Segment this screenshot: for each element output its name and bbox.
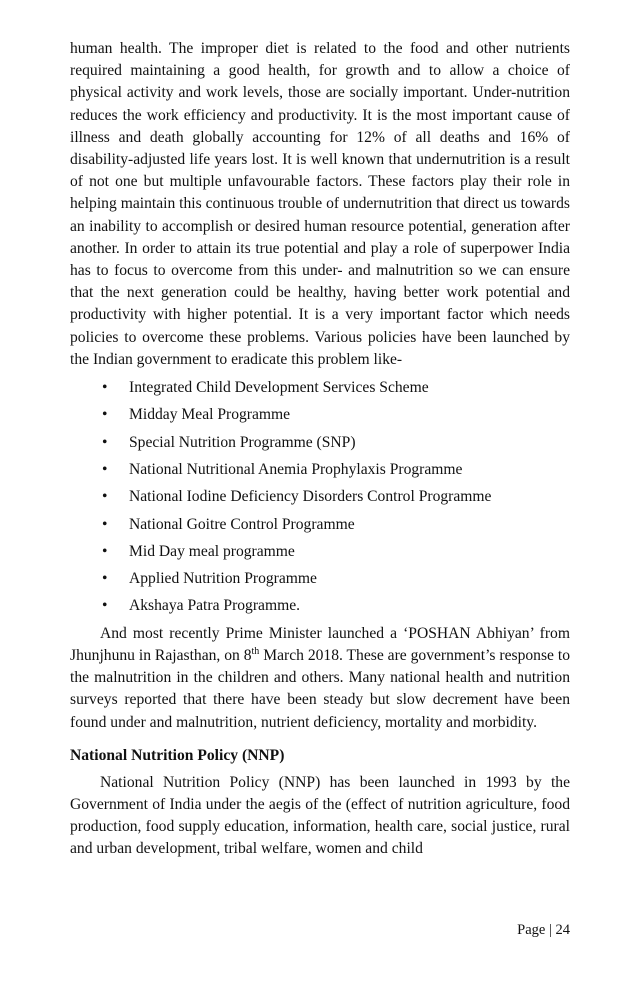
list-item-text: Special Nutrition Programme (SNP)	[129, 433, 356, 451]
list-item-text: Integrated Child Development Services Scheme	[129, 379, 429, 397]
poshan-text-start: And most recently Prime Minister launched a ‘POSHAN Abhiyan’ from Jhunjhunu in Rajasthan, on 8	[70, 624, 570, 664]
list-item	[70, 459, 570, 486]
list-item-text: Mid Day meal programme	[129, 542, 295, 560]
list-item-text: Midday Meal Programme	[129, 406, 291, 424]
bullet-icon: •	[102, 488, 108, 506]
list-item-text: Applied Nutrition Programme	[129, 570, 317, 588]
bullet-icon: •	[102, 515, 108, 533]
ordinal-suffix: th	[251, 645, 260, 657]
bullet-icon: •	[102, 460, 108, 478]
bullet-icon: •	[102, 597, 108, 615]
list-item	[70, 486, 570, 513]
bullet-icon: •	[102, 379, 108, 397]
list-item	[70, 595, 570, 622]
list-item-text: National Nutritional Anemia Prophylaxis Programme	[129, 460, 463, 478]
list-item	[70, 514, 570, 541]
list-item	[70, 377, 570, 404]
poshan-text-end: March 2018. These are government’s response to the malnutrition in the children and others. Many national health and nutrition surveys reported that there have been steady but slow decrement have been found under and malnutrition, nutrient deficiency, mortality and morbidity.	[70, 646, 571, 731]
bullet-icon: •	[102, 570, 108, 588]
list-item-text: Akshaya Patra Programme.	[129, 597, 301, 615]
bullet-icon: •	[102, 406, 108, 424]
list-item-text: National Goitre Control Programme	[129, 515, 355, 533]
list-item	[70, 432, 570, 459]
programme-list	[70, 377, 570, 623]
nnp-paragraph: National Nutrition Policy (NNP) has been launched in 1993 by the Government of India under the aegis of the (effect of nutrition agriculture, food production, food supply education, information, health care, social justice, rural and urban development, tribal welfare, women and child	[70, 773, 570, 858]
bullet-icon: •	[102, 542, 108, 560]
section-heading: National Nutrition Policy (NNP)	[70, 746, 285, 764]
intro-paragraph: human health. The improper diet is related to the food and other nutrients required maintaining a good health, for growth and to allow a choice of physical activity and work levels, those are socially important. Under-nutrition reduces the work efficiency and productivity. It is the most important cause of illness and death globally accounting for 12% of all deaths and 16% of disability-adjusted life years lost. It is well known that undernutrition is a result of not one but multiple unfavourable factors. These factors play their role in helping maintain this continuous trouble of undernutrition that direct us towards an inability to accomplish or desired human resource potential, generation after another. In order to attain its true potential and play a role of superpower India has to focus to overcome from this under- and malnutrition so we can ensure that the next generation could be healthy, having better work potential and productivity with higher potential. It is a very important factor which needs policies to overcome these problems. Various policies have been launched by the Indian government to eradicate this problem like-	[70, 40, 570, 368]
poshan-paragraph	[70, 623, 570, 734]
list-item	[70, 404, 570, 431]
list-item-text: National Iodine Deficiency Disorders Control Programme	[129, 488, 492, 506]
list-item	[70, 568, 570, 595]
bullet-icon: •	[102, 433, 108, 451]
list-item	[70, 541, 570, 568]
page-number: Page | 24	[517, 922, 570, 938]
page-body	[70, 38, 570, 861]
